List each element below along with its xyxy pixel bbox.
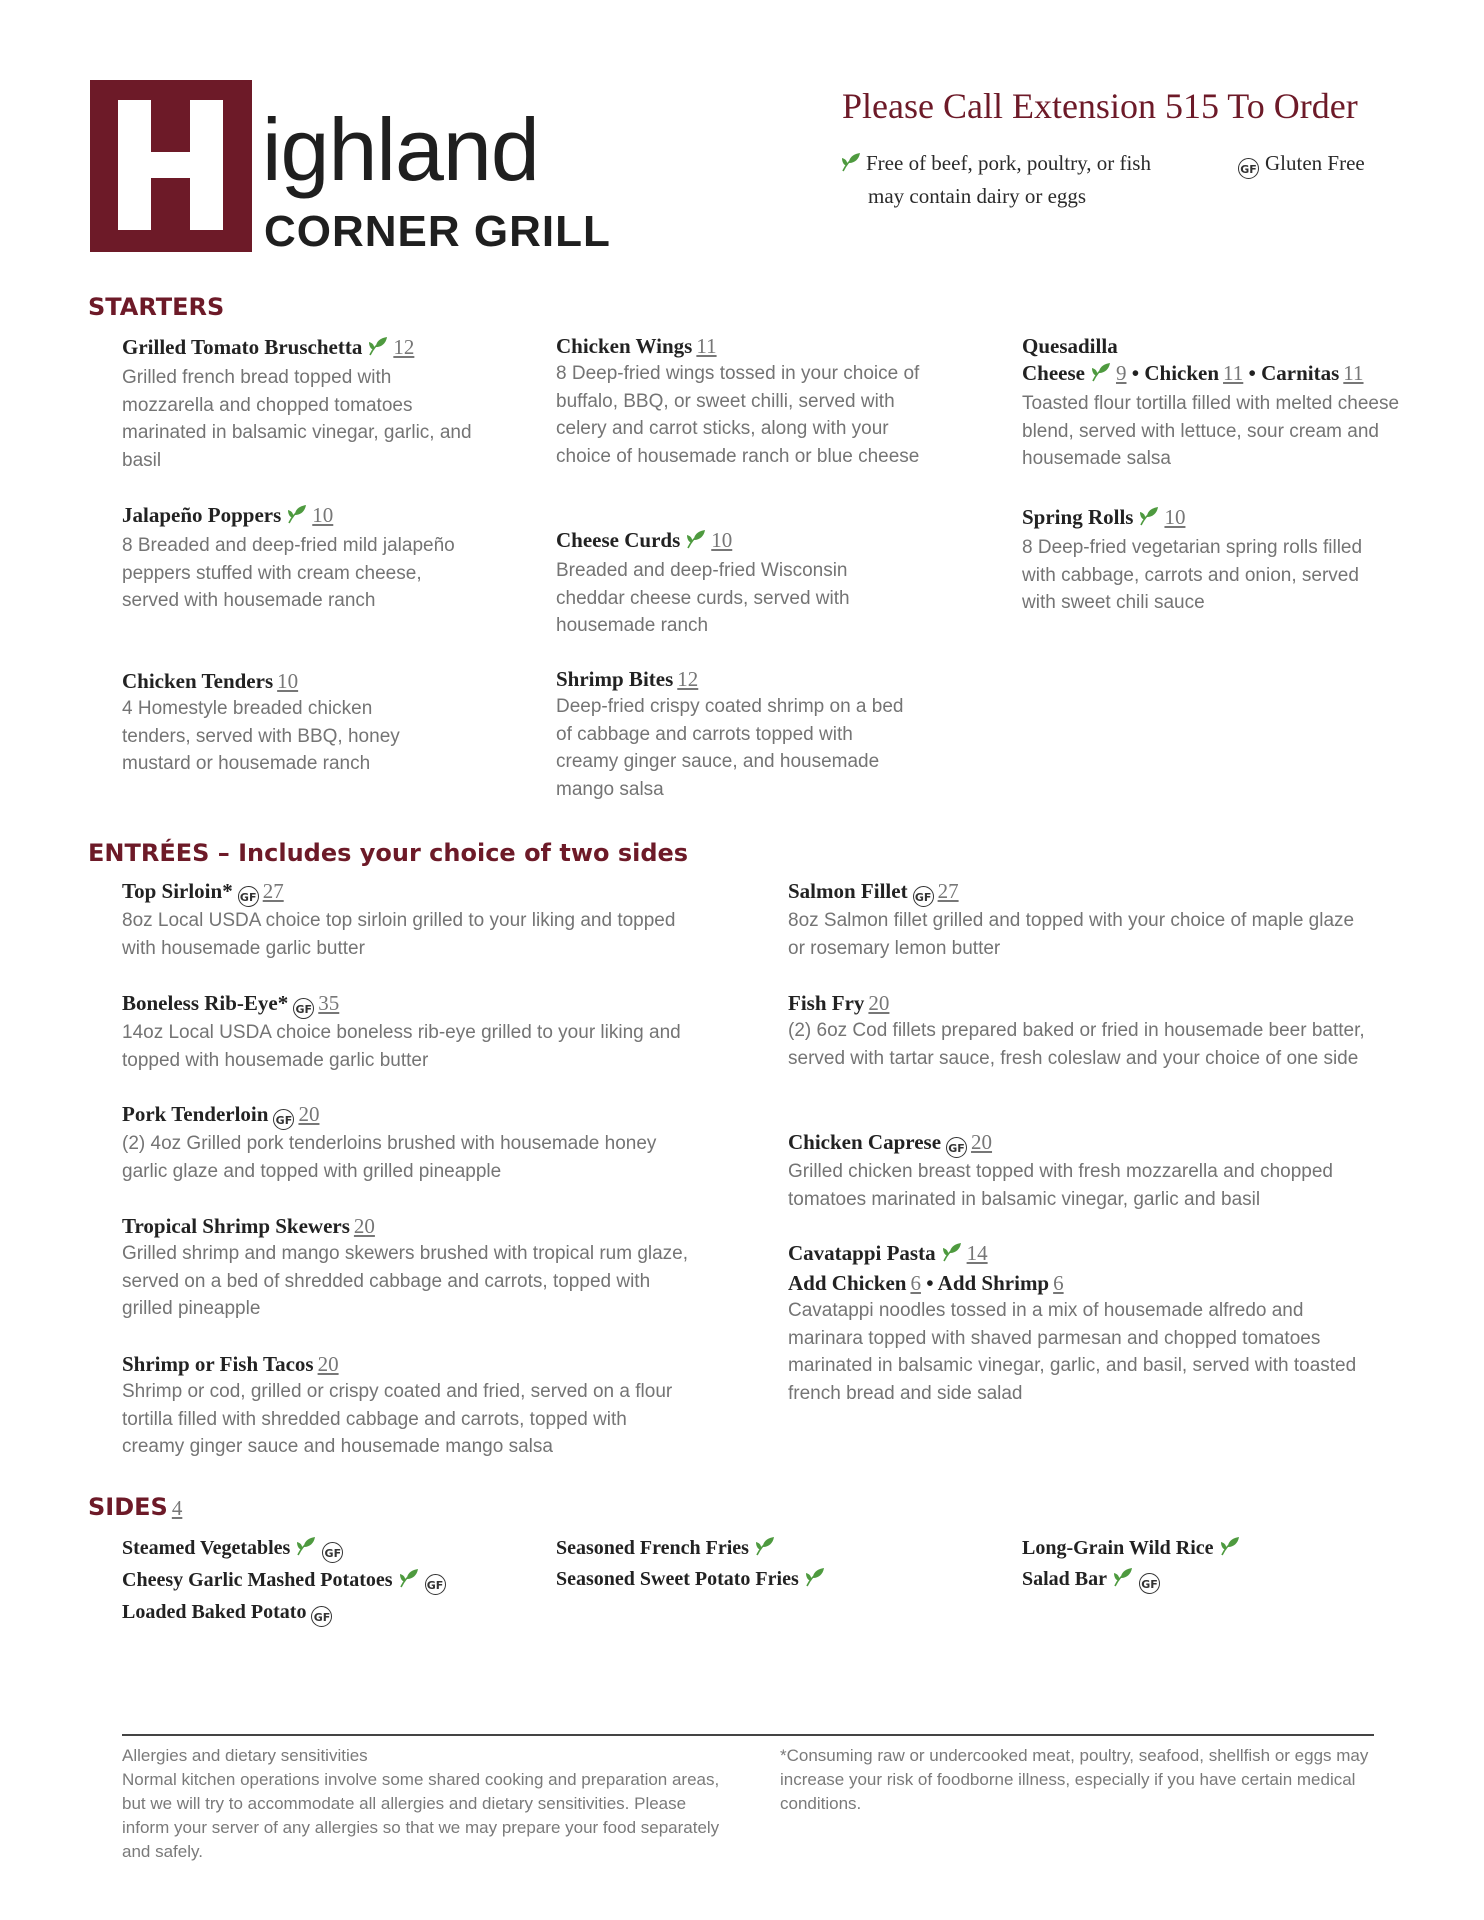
menu-item-pork-tenderloin: Pork Tenderloin GF 20 (2) 4oz Grilled pork tenderloins brushed with housemade honey garlic glaze and topped with grilled pineapple [122, 1102, 657, 1182]
menu-item-cavatappi-pasta: Cavatappi Pasta 14 Add Chicken 6 • Add Shrimp 6 Cavatappi noodles tossed in a mix of housemade alfredo and marinara topped with shaved parmesan and chopped tomatoes marinated in balsamic vinegar, garlic, and basil, served with toasted french bread and side salad [788, 1241, 1357, 1404]
leaf-icon [398, 1567, 420, 1599]
gluten-free-icon: GF [1139, 1573, 1160, 1594]
logo-wordmark: ighland [262, 100, 539, 199]
gf-legend: GF Gluten Free [1238, 148, 1365, 179]
raw-food-warning: *Consuming raw or undercooked meat, poultry, seafood, shellfish or eggs may increase your risk of foodborne illness, especially if you have certain medical conditions. [780, 1746, 1369, 1813]
menu-item-quesadilla: Quesadilla Cheese 9 • Chicken 11 • Carnitas 11 Toasted flour tortilla filled with melted cheese blend, served with lettuce, sour cream and housemade salsa [1022, 334, 1400, 469]
gluten-free-icon: GF [1238, 158, 1259, 179]
side-wild-rice: Long-Grain Wild Rice [1022, 1532, 1241, 1567]
gluten-free-icon: GF [913, 886, 934, 907]
menu-item-salmon-fillet: Salmon Fillet GF 27 8oz Salmon fillet grilled and topped with your choice of maple glaze or rosemary lemon butter [788, 879, 1355, 959]
leaf-icon [804, 1566, 826, 1598]
menu-item-boneless-ribeye: Boneless Rib-Eye* GF 35 14oz Local USDA choice boneless rib-eye grilled to your liking and topped with housemade garlic butter [122, 991, 681, 1071]
gluten-free-icon: GF [946, 1137, 967, 1158]
section-title-sides: SIDES 4 [88, 1493, 183, 1521]
gluten-free-icon: GF [425, 1574, 446, 1595]
side-salad-bar: Salad Bar GF [1022, 1563, 1160, 1598]
logo-subtitle: CORNER GRILL [264, 207, 611, 256]
leaf-icon [1138, 505, 1160, 534]
menu-item-top-sirloin: Top Sirloin* GF 27 8oz Local USDA choice top sirloin grilled to your liking and topped with housemade garlic butter [122, 879, 676, 959]
gluten-free-icon: GF [238, 886, 259, 907]
gluten-free-icon: GF [293, 998, 314, 1019]
veg-legend: Free of beef, pork, poultry, or fish may contain dairy or eggs [840, 148, 1151, 211]
menu-item-bruschetta: Grilled Tomato Bruschetta 12 Grilled french bread topped with mozzarella and chopped tomatoes marinated in balsamic vinegar, garlic, and basil [122, 335, 472, 471]
menu-item-cheese-curds: Cheese Curds 10 Breaded and deep-fried Wisconsin cheddar cheese curds, served with housemade ranch [556, 528, 850, 636]
gluten-free-icon: GF [322, 1542, 343, 1563]
menu-item-spring-rolls: Spring Rolls 10 8 Deep-fried vegetarian spring rolls filled with cabbage, carrots and onion, served with sweet chili sauce [1022, 505, 1363, 613]
footer-divider [122, 1734, 1374, 1736]
leaf-icon [941, 1241, 963, 1270]
logo-mark [90, 80, 252, 252]
logo-letter-h [118, 100, 223, 230]
menu-item-jalapeno-poppers: Jalapeño Poppers 10 8 Breaded and deep-fried mild jalapeño peppers stuffed with cream cheese, served with housemade ranch [122, 503, 455, 611]
menu-item-shrimp-bites: Shrimp Bites 12 Deep-fried crispy coated shrimp on a bed of cabbage and carrots topped with creamy ginger sauce, and housemade mango salsa [556, 667, 904, 800]
side-mashed-potatoes: Cheesy Garlic Mashed Potatoes GF [122, 1564, 446, 1599]
menu-item-chicken-wings: Chicken Wings 11 8 Deep-fried wings tossed in your choice of buffalo, BBQ, or sweet chilli, served with celery and carrot sticks, along with your choice of housemade ranch or blue cheese [556, 334, 920, 467]
section-title-starters: STARTERS [88, 293, 225, 321]
menu-item-chicken-caprese: Chicken Caprese GF 20 Grilled chicken breast topped with fresh mozzarella and chopped tomatoes marinated in balsamic vinegar, garlic and basil [788, 1130, 1333, 1210]
leaf-icon [295, 1535, 317, 1567]
gluten-free-icon: GF [311, 1606, 332, 1627]
leaf-icon [685, 528, 707, 557]
side-sweet-potato-fries: Seasoned Sweet Potato Fries [556, 1563, 826, 1598]
menu-item-tropical-shrimp-skewers: Tropical Shrimp Skewers 20 Grilled shrimp and mango skewers brushed with tropical rum glaze, served on a bed of shredded cabbage and carrots, topped with grilled pineapple [122, 1214, 689, 1319]
menu-item-shrimp-fish-tacos: Shrimp or Fish Tacos 20 Shrimp or cod, grilled or crispy coated and fried, served on a flour tortilla filled with shredded cabbage and carrots, topped with creamy ginger sauce and housemade mango salsa [122, 1352, 673, 1457]
allergy-notice: Allergies and dietary sensitivities Normal kitchen operations involve some shared cooking and preparation areas, but we will try to accommodate all allergies and dietary sensitivities. Please inform your server of any allergies so that we may prepare your food separately and safely. [122, 1746, 720, 1861]
leaf-icon [1219, 1535, 1241, 1567]
leaf-icon [1090, 361, 1112, 390]
leaf-icon [286, 503, 308, 532]
gluten-free-icon: GF [273, 1109, 294, 1130]
side-french-fries: Seasoned French Fries [556, 1532, 776, 1567]
section-title-entrees: ENTRÉES – Includes your choice of two sides [88, 839, 689, 867]
leaf-icon [367, 335, 389, 364]
leaf-icon [1112, 1566, 1134, 1598]
side-steamed-vegetables: Steamed Vegetables GF [122, 1532, 343, 1567]
side-loaded-baked-potato: Loaded Baked Potato GF [122, 1596, 332, 1628]
menu-item-fish-fry: Fish Fry 20 (2) 6oz Cod fillets prepared baked or fried in housemade beer batter, served with tartar sauce, fresh coleslaw and your choice of one side [788, 991, 1365, 1069]
menu-item-chicken-tenders: Chicken Tenders 10 4 Homestyle breaded chicken tenders, served with BBQ, honey mustard or housemade ranch [122, 669, 400, 774]
order-instructions: Please Call Extension 515 To Order [842, 86, 1358, 126]
leaf-icon [840, 151, 862, 181]
